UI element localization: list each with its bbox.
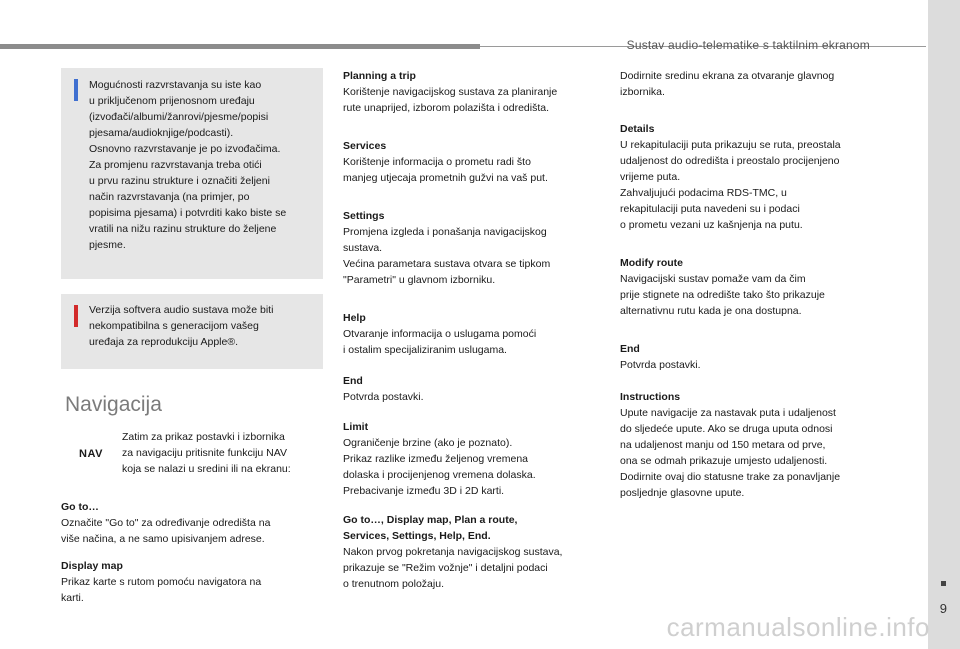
menu-item-details [620, 121, 882, 233]
watermark: carmanualsonline.info [666, 612, 930, 642]
item-title: Display map [61, 560, 123, 572]
item-text: Dodirnite sredinu ekrana za otvaranje glavnog izbornika. [620, 70, 835, 98]
side-strip [928, 0, 960, 649]
menu-item-display-map [61, 558, 323, 606]
item-title: Services [343, 140, 387, 152]
item-text: Označite "Go to" za određivanje odredišta na više načina, a ne samo upisivanjem adrese. [61, 517, 271, 545]
item-title: Details [620, 123, 655, 135]
warning-box-text: Verzija softvera audio sustava može biti nekompatibilna s generacijom vašeg uređaja za reprodukciju Apple®. [89, 304, 274, 348]
page-marker [941, 581, 946, 586]
page-header-title: Sustav audio-telematike s taktilnim ekranom [626, 38, 870, 52]
item-text: Korištenje informacija o prometu radi što manjeg utjecaja prometnih gužvi na vaš put. [343, 156, 548, 184]
item-title: Limit [343, 421, 369, 433]
item-text: Otvaranje informacija o uslugama pomoći i ostalim specijaliziranim uslugama. [343, 328, 537, 356]
column-3 [620, 68, 882, 501]
item-title: Help [343, 312, 366, 324]
item-title: End [343, 375, 363, 387]
item-title: End [620, 343, 640, 355]
item-text: Nakon prvog pokretanja navigacijskog sustava, prikazuje se "Režim vožnje" i detaljni podaci o trenutnom položaju. [343, 546, 563, 590]
item-text: Upute navigacije za nastavak puta i udaljenost do sljedeće upute. Ako se druga uputa odnosi na udaljenost manju od 150 metara od prve, ona se odmah prikazuje umjesto udaljenosti. Dodirnite ovaj dio statusne trake za ponavljanje posljednje glasovne upute. [620, 407, 841, 499]
item-title: Go to… [61, 501, 99, 513]
item-text: Prikaz karte s rutom pomoću navigatora na karti. [61, 576, 262, 604]
item-title: Go to…, Display map, Plan a route, Services, Settings, Help, End. [343, 514, 518, 542]
menu-item-modify-route [620, 255, 882, 319]
page-number: 9 [939, 601, 947, 616]
nav-instruction [61, 429, 323, 489]
menu-item-planning-a-trip [343, 68, 603, 116]
item-text: Ograničenje brzine (ako je poznato). Prikaz razlike između željenog vremena dolaska i procijenjenog vremena dolaska. Prebacivanje između 3D i 2D karti. [343, 437, 536, 497]
warning-box [61, 294, 323, 369]
section-title: Navigacija [65, 393, 162, 416]
menu-item-end [620, 341, 882, 373]
menu-item-instructions [620, 389, 882, 501]
header-rule-bar [0, 44, 480, 49]
menu-item-end [343, 373, 603, 405]
menu-item-driving-mode [343, 512, 603, 592]
item-title: Settings [343, 210, 385, 222]
menu-item-settings [343, 208, 603, 288]
menu-item-go-to [61, 499, 323, 547]
item-text: Potvrda postavki. [343, 391, 424, 403]
item-title: Planning a trip [343, 70, 416, 82]
menu-item-limit [343, 419, 603, 499]
menu-item-help [343, 310, 603, 358]
info-box [61, 68, 323, 279]
item-text: U rekapitulaciji puta prikazuju se ruta, preostala udaljenost do odredišta i preostalo procijenjeno vrijeme puta. Zahvaljujući podacima RDS-TMC, u rekapitulaciji puta navedeni su i podaci o prometu vezani uz kašnjenja na putu. [620, 139, 841, 231]
info-icon [74, 79, 78, 101]
warning-icon [74, 305, 78, 327]
nav-instruction-text: Zatim za prikaz postavki i izbornika za navigaciju pritisnite funkciju NAV koja se nalazi u sredini ili na ekranu: [122, 431, 291, 475]
item-text: Potvrda postavki. [620, 359, 701, 371]
intro-text [620, 68, 882, 100]
info-box-text: Mogućnosti razvrstavanja su iste kao u priključenom prijenosnom uređaju (izvođači/albumi/žanrovi/pjesme/popisi pjesama/audioknjige/podcasti). Osnovno razvrstavanje je po izvođačima. Za promjenu razvrstavanja treba otići u prvu razinu strukture i označiti željeni način razvrstavanja (na primjer, po popisima pjesama) i potvrditi kako biste se vratili na nižu razinu strukture do željene pjesme. [89, 79, 287, 251]
menu-item-services [343, 138, 603, 186]
item-title: Modify route [620, 257, 683, 269]
column-1 [61, 68, 323, 606]
item-text: Korištenje navigacijskog sustava za planiranje rute unaprijed, izborom polazišta i odredišta. [343, 86, 558, 114]
item-title: Instructions [620, 391, 681, 403]
item-text: Promjena izgleda i ponašanja navigacijskog sustava. Većina parametara sustava otvara se tipkom "Parametri" u glavnom izborniku. [343, 226, 551, 286]
item-text: Navigacijski sustav pomaže vam da čim prije stignete na odredište tako što prikazuje alternativnu rutu kada je ona dostupna. [620, 273, 825, 317]
nav-button-label: NAV [79, 448, 103, 460]
column-2 [343, 68, 603, 592]
